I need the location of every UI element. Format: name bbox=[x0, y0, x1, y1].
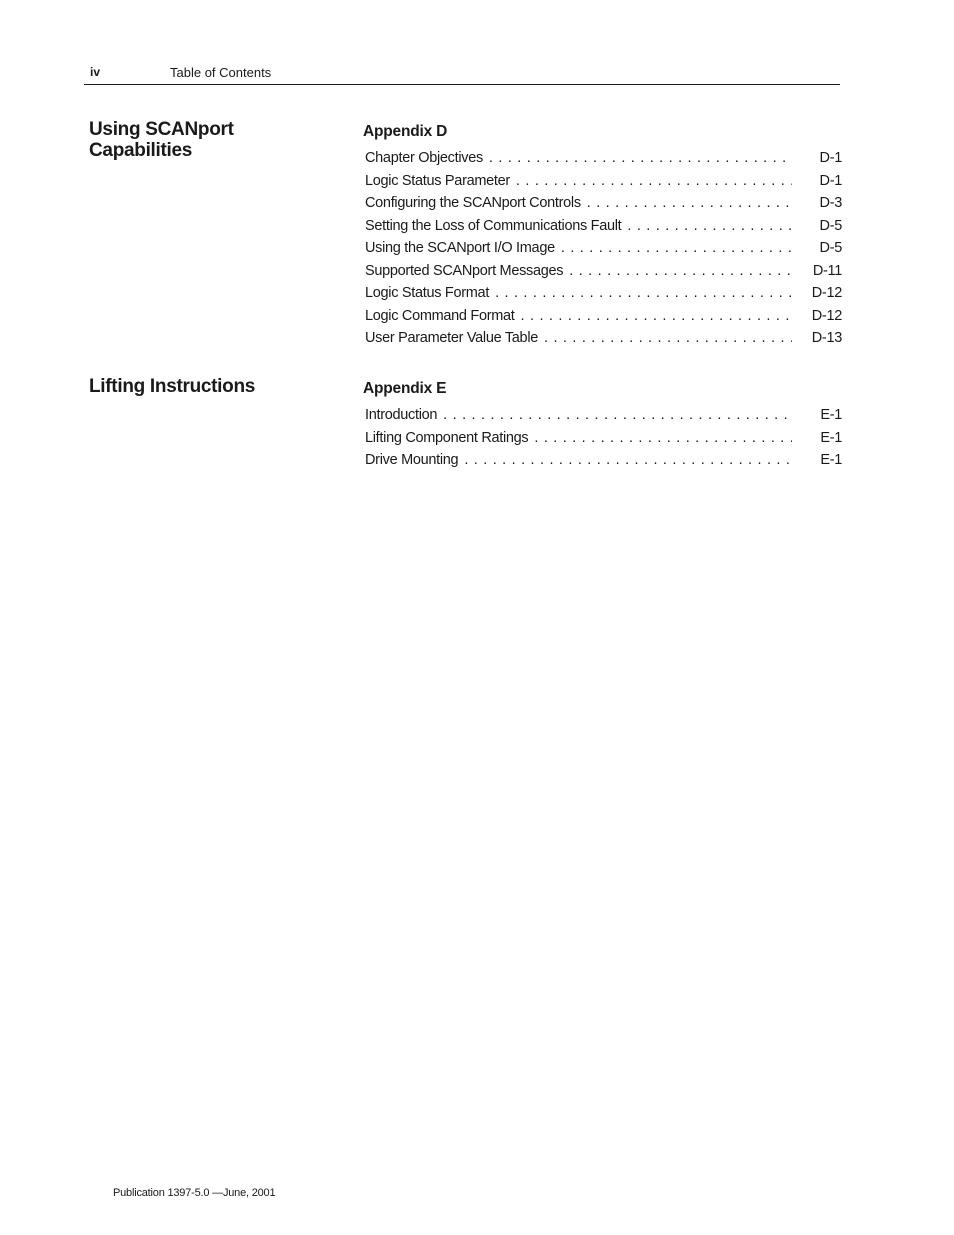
dot-leader bbox=[627, 218, 792, 234]
appendix-title: Appendix D bbox=[363, 123, 448, 140]
toc-entry-page: D-5 bbox=[819, 240, 842, 256]
toc-entry-page: E-1 bbox=[820, 429, 842, 446]
dot-leader bbox=[489, 150, 792, 166]
dot-leader bbox=[443, 407, 792, 423]
toc-entry-label: Logic Status Parameter bbox=[365, 172, 510, 189]
toc-entry-label: Supported SCANport Messages bbox=[365, 262, 564, 279]
toc-entry-label: Setting the Loss of Communications Fault bbox=[365, 217, 622, 234]
toc-entry-page: D-11 bbox=[812, 262, 842, 279]
appendix-title: Appendix E bbox=[363, 380, 447, 397]
toc-entry[interactable] bbox=[365, 195, 842, 218]
dot-leader bbox=[534, 430, 792, 446]
toc-entry-page: D-13 bbox=[811, 330, 842, 346]
dot-leader bbox=[464, 452, 792, 468]
toc-entry-page: D-5 bbox=[819, 217, 842, 234]
toc-entry-label: Drive Mounting bbox=[365, 452, 459, 468]
running-head: Table of Contents bbox=[170, 65, 272, 80]
toc-entry-label: Logic Command Format bbox=[365, 307, 515, 324]
toc-entry-page: E-1 bbox=[820, 452, 842, 468]
toc-entry-label: Using the SCANport I/O Image bbox=[365, 240, 555, 256]
toc-entry[interactable] bbox=[365, 308, 842, 331]
page-number: iv bbox=[90, 65, 101, 79]
toc-entry[interactable] bbox=[365, 173, 842, 196]
toc-entry-label: Introduction bbox=[365, 407, 438, 423]
toc-entry[interactable] bbox=[365, 330, 842, 353]
page-header bbox=[84, 62, 840, 85]
toc-entry-page: D-12 bbox=[811, 307, 842, 324]
toc-entry[interactable] bbox=[365, 285, 842, 308]
toc-entry-label: User Parameter Value Table bbox=[365, 330, 539, 346]
toc-entry-page: D-12 bbox=[811, 285, 842, 301]
toc-entry[interactable] bbox=[365, 452, 842, 475]
toc-entry-page: D-1 bbox=[819, 150, 842, 166]
toc-entry-page: D-3 bbox=[819, 195, 842, 211]
dot-leader bbox=[561, 240, 792, 256]
publication-footer: Publication 1397-5.0 —June, 2001 bbox=[113, 1187, 276, 1199]
side-title: Using SCANport Capabilities bbox=[89, 119, 234, 161]
toc-entry-page: D-1 bbox=[819, 172, 842, 189]
toc-entries bbox=[365, 150, 842, 353]
dot-leader bbox=[495, 285, 792, 301]
dot-leader bbox=[521, 308, 792, 324]
toc-entry[interactable] bbox=[365, 218, 842, 241]
toc-entry[interactable] bbox=[365, 430, 842, 453]
toc-entry-page: E-1 bbox=[820, 407, 842, 423]
toc-entry[interactable] bbox=[365, 263, 842, 286]
side-title: Lifting Instructions bbox=[89, 376, 256, 397]
toc-entry[interactable] bbox=[365, 240, 842, 263]
dot-leader bbox=[516, 173, 792, 189]
toc-entry-label: Chapter Objectives bbox=[365, 150, 483, 166]
toc-entries bbox=[365, 407, 842, 475]
dot-leader bbox=[544, 330, 792, 346]
dot-leader bbox=[587, 195, 792, 211]
toc-entry[interactable] bbox=[365, 150, 842, 173]
toc-entry-label: Logic Status Format bbox=[365, 285, 490, 301]
toc-entry-label: Configuring the SCANport Controls bbox=[365, 195, 581, 211]
dot-leader bbox=[569, 263, 792, 279]
toc-entry[interactable] bbox=[365, 407, 842, 430]
toc-entry-label: Lifting Component Ratings bbox=[365, 429, 529, 446]
